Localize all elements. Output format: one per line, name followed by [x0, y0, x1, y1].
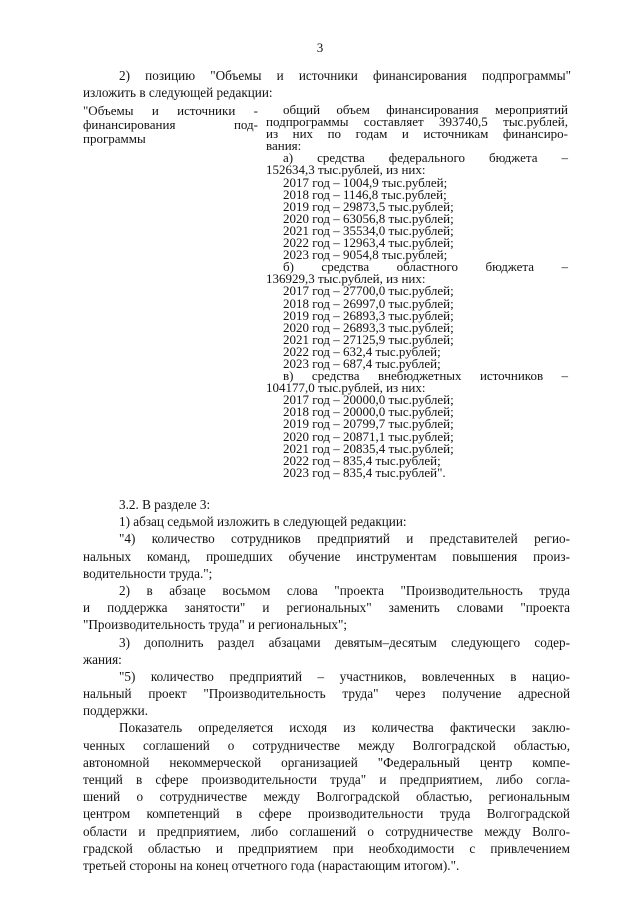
- body-text: [83, 496, 570, 874]
- financing-line: 2023 год – 9054,8 тыс.рублей;: [283, 247, 448, 263]
- financing-line: 2018 год – 20000,0 тыс.рублей;: [283, 404, 454, 420]
- body-line: Показатель определяется исходя из количества фактически заклю-: [119, 720, 570, 736]
- body-line: и поддержка занятости" и региональных" заменить словами "проекта: [83, 600, 570, 616]
- financing-line: общий объем финансирования мероприятий: [283, 102, 568, 117]
- financing-line: 2017 год – 20000,0 тыс.рублей;: [283, 392, 454, 408]
- financing-line: 2023 год – 687,4 тыс.рублей;: [283, 355, 441, 371]
- financing-line: 2017 год – 1004,9 тыс.рублей;: [283, 174, 448, 190]
- financing-line: 2021 год – 35534,0 тыс.рублей;: [283, 222, 454, 238]
- left-cell-line: программы: [83, 131, 146, 146]
- body-line: тенций в сфере производительности труда" и предприятием, либо согла-: [83, 772, 570, 787]
- body-line: "5) количество предприятий – участников, вовлеченных в нацио-: [119, 668, 570, 684]
- left-cell-line: "Объемы и источники -: [83, 103, 258, 118]
- intro-line-2: изложить в следующей редакции:: [83, 85, 273, 100]
- body-line: шений о сотрудничестве между Волгоградской областью, региональным: [83, 789, 570, 805]
- financing-line: 2019 год – 26893,3 тыс.рублей;: [283, 307, 454, 323]
- financing-line: в) средства внебюджетных источников –: [283, 368, 568, 384]
- body-line: третьей стороны на конец отчетного года (нарастающим итогом).".: [83, 857, 460, 873]
- financing-line: 2022 год – 835,4 тыс.рублей;: [283, 452, 441, 468]
- financing-line: 2022 год – 12963,4 тыс.рублей;: [283, 235, 454, 251]
- page-number: 3: [316, 40, 324, 55]
- financing-line: 136929,3 тыс.рублей, из них:: [266, 271, 426, 287]
- financing-line: 2020 год – 26893,3 тыс.рублей;: [283, 319, 454, 335]
- financing-line: 2023 год – 835,4 тыс.рублей".: [283, 464, 446, 480]
- financing-line: 2018 год – 26997,0 тыс.рублей;: [283, 295, 454, 311]
- financing-line: 152634,3 тыс.рублей, из них:: [266, 162, 426, 178]
- financing-line: 2022 год – 632,4 тыс.рублей;: [283, 343, 441, 359]
- financing-line: 2017 год – 27700,0 тыс.рублей;: [283, 283, 454, 299]
- body-line: центром компетенций в сфере производительности труда Волгоградской: [83, 806, 570, 822]
- body-line: 2) в абзаце восьмом слова "проекта "Производительность труда: [119, 582, 570, 598]
- body-line: поддержки.: [83, 703, 149, 719]
- financing-line: 2018 год – 1146,8 тыс.рублей;: [283, 186, 447, 202]
- body-line: автономной некоммерческой организацией "Федеральный центр компе-: [83, 754, 570, 770]
- body-line: водительности труда.";: [83, 565, 213, 581]
- left-cell-line: финансирования под-: [83, 117, 258, 132]
- financing-line: 104177,0 тыс.рублей, из них:: [266, 380, 426, 396]
- body-line: нальных команд, прошедших обучение инструментам повышения произ-: [83, 548, 570, 564]
- financing-line: из них по годам и источникам финансиро-: [266, 126, 568, 142]
- financing-line: 2021 год – 27125,9 тыс.рублей;: [283, 331, 454, 347]
- financing-line: подпрограммы составляет 393740,5 тыс.рублей,: [266, 114, 568, 130]
- body-line: нальный проект "Производительность труда" через получение адресной: [83, 686, 570, 702]
- body-line: 1) абзац седьмой изложить в следующей редакции:: [119, 514, 407, 530]
- body-line: "Производительность труда" и региональных";: [83, 617, 347, 633]
- table-right-column: [266, 104, 568, 479]
- table-left-column: [83, 104, 258, 146]
- body-line: "4) количество сотрудников предприятий и представителей регио-: [119, 531, 570, 547]
- body-line: области и предприятием, либо соглашений о сотрудничестве между Волго-: [83, 823, 570, 839]
- financing-line: вания:: [266, 138, 302, 154]
- body-line: жания:: [83, 651, 122, 667]
- body-line: 3) дополнить раздел абзацами девятым–десятым следующего содер-: [119, 634, 570, 650]
- financing-line: 2019 год – 29873,5 тыс.рублей;: [283, 198, 454, 214]
- body-line: 3.2. В разделе 3:: [119, 497, 211, 512]
- intro-line-1: 2) позицию "Объемы и источники финансирования подпрограммы": [119, 68, 571, 83]
- financing-line: 2021 год – 20835,4 тыс.рублей;: [283, 440, 454, 456]
- body-line: градской областью и предприятием при необходимости с привлечением: [83, 840, 570, 856]
- financing-line: а) средства федерального бюджета –: [283, 150, 568, 166]
- financing-line: 2020 год – 63056,8 тыс.рублей;: [283, 210, 454, 226]
- financing-line: б) средства областного бюджета –: [283, 259, 568, 275]
- financing-line: 2020 год – 20871,1 тыс.рублей;: [283, 428, 454, 444]
- body-line: ченных соглашений о сотрудничестве между Волгоградской областью,: [83, 737, 570, 753]
- financing-line: 2019 год – 20799,7 тыс.рублей;: [283, 416, 454, 432]
